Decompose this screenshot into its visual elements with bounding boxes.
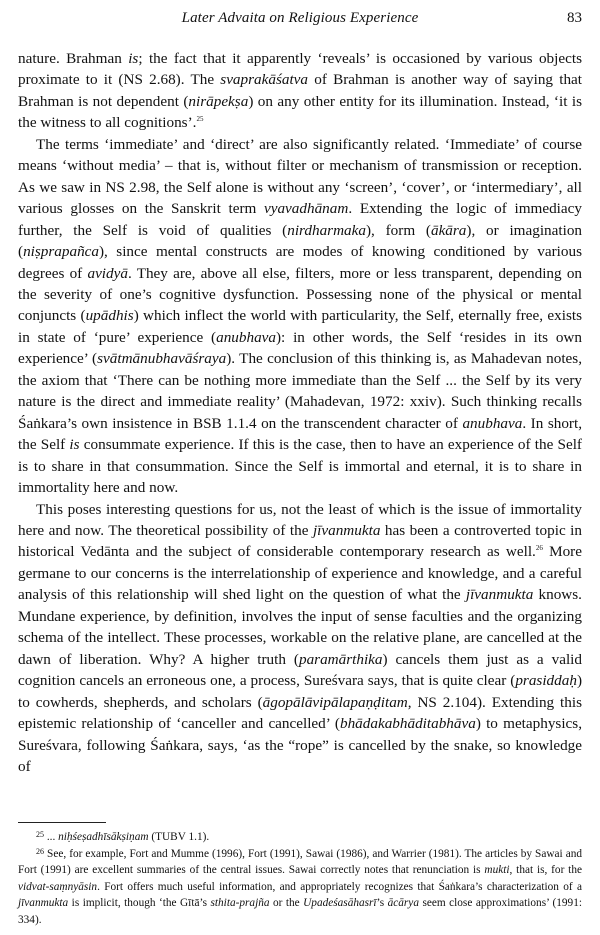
footnote-ref: 25	[196, 115, 204, 124]
text-run: , that is, for the	[509, 864, 582, 876]
italic-term: is	[69, 436, 80, 454]
italic-term: nirāpekṣa	[188, 92, 249, 110]
text-run: See, for example, Fort and Mumme (1996), Fort (1991), Sawai (1986), and Warrier (1981). The articles by Sawai and Fort (1991) are excellent summaries of the central issues. Sawai correctly notes that renunciation is	[18, 847, 583, 876]
body-text	[18, 48, 582, 777]
text-run: ...	[46, 831, 59, 843]
footnote-text	[47, 831, 209, 843]
italic-term: anubhava	[216, 328, 276, 346]
text-run: ). The conclusion of this thinking is, as Mahadevan notes, the axiom that ‘There can be nothing more immediate than the Self ... the Self by its very nature is the direct and immediate reality’ (Mahadevan, 1972: xxiv). Such thinking recalls Śaṅkara’s own insistence in BSB 1.1.4 on the transcendent character of	[18, 350, 582, 432]
footnote-text	[18, 848, 582, 926]
italic-term: bhādakabhāditabhāva	[339, 715, 476, 733]
text-run: is implicit, though ‘the Gītā’s	[68, 897, 211, 909]
text-run: ): in other words, the Self ‘resides in its own experience’ (	[18, 328, 582, 368]
text-run: has been a controverted topic in historical Vedānta and the subject of considerable contemporary research as well.	[18, 521, 582, 561]
text-run: The terms ‘immediate’ and ‘direct’ are also significantly related. ‘Immediate’ of course means ‘without media’ – that is, without filter or mechanism of transmission or reception. As we saw in NS 2.98, the Self alone is without any ‘screen’, ‘cover’, or ‘intermediary’, all various glosses on the Sanskrit term	[18, 135, 582, 218]
italic-term: is	[128, 50, 139, 67]
text-run: ) to metaphysics, Sureśvara, following Śaṅkara, says, ‘as the “rope” is cancelled by the snake, so knowledge of	[18, 715, 582, 775]
footnote-number: 26	[36, 846, 44, 856]
footnote-number: 25	[36, 830, 44, 839]
text-run: ), form (	[365, 221, 431, 239]
paragraph	[18, 48, 582, 134]
italic-term: paramārthika	[298, 650, 383, 668]
italic-term: Upadeśasāhasrī	[303, 897, 377, 909]
italic-term: avidyā	[87, 264, 128, 282]
italic-term: ācārya	[387, 897, 419, 909]
page-header	[18, 8, 582, 32]
footnote-ref: 26	[535, 544, 543, 553]
text-run: ) cancels them just as a valid cognition cancels an erroneous one, a process, Sureśvara says, that is quite clear (	[18, 650, 582, 690]
text-run: nature. Brahman	[18, 50, 129, 67]
italic-term: upādhis	[85, 307, 134, 325]
text-run: ) on any other entity for its illumination. Instead, ‘it is the witness to all cognitions’.	[18, 92, 582, 132]
italic-term: vyavadhānam	[263, 200, 349, 218]
italic-term: āgopālāvipālapaṇḍitam	[262, 693, 408, 711]
paragraph	[18, 134, 582, 499]
text-run: . In short, the Self	[18, 414, 582, 454]
text-run: ) to cowherds, shepherds, and scholars (	[18, 672, 582, 711]
text-run: knows. Mundane experience, by definition, involves the input of sense faculties and the organizing schema of the intellect. These processes, workable on the relative plane, are cancelled at the dawn of liberation. Why? A higher truth (	[18, 586, 582, 668]
footnote-rule	[18, 822, 106, 823]
text-run: consummate experience. If this is the case, then to have an experience of the Self is to share in that consummation. Since the Self is immortal and eternal, it is to share in immortality here and now.	[18, 436, 582, 497]
text-run: seem close approximations’ (1991: 334).	[18, 897, 582, 926]
italic-term: ākāra	[430, 221, 467, 239]
text-run: or the	[269, 897, 304, 909]
paragraph	[18, 499, 582, 778]
italic-term: jīvanmukta	[18, 897, 69, 909]
text-run: . Extending the logic of immediacy further, the Self is void of qualities (	[18, 200, 582, 239]
italic-term: svātmānubhavāśraya	[97, 350, 227, 368]
italic-term: jīvanmukta	[312, 521, 381, 539]
italic-term: sthita-prajña	[210, 897, 270, 909]
text-run: of Brahman is another way of saying that Brahman is not dependent (	[18, 71, 583, 110]
italic-term: niṣprapañca	[23, 243, 99, 261]
text-run: . Fort offers much useful information, and appropriately recognizes that Śaṅkara’s characterization of a	[97, 880, 582, 893]
italic-term: anubhava	[462, 414, 523, 432]
italic-term: svaprakāśatva	[220, 71, 309, 89]
footnote	[18, 829, 582, 846]
footnote	[18, 846, 582, 929]
text-run: ; the fact that it apparently ‘reveals’ is occasioned by various objects proximate to it (NS 2.68). The	[18, 50, 582, 89]
page-number: 83	[567, 10, 582, 26]
italic-term: mukti	[484, 864, 510, 876]
text-run: More germane to our concerns is the interrelationship of experience and knowledge, and a careful analysis of this relationship will shed light on the question of what the	[18, 543, 582, 604]
text-run: ’s	[376, 897, 388, 909]
text-run: This poses interesting questions for us, not the least of which is the issue of immortality here and now. The theoretical possibility of the	[18, 500, 582, 539]
italic-term: vidvat-saṃnyāsin	[18, 880, 98, 893]
text-run: ), since mental constructs are modes of knowing conditioned by various degrees of	[18, 243, 582, 282]
italic-term: niḥśeṣadhīsākṣiṇam	[58, 831, 149, 843]
text-run: ) which inflect the world with particularity, the Self, eternally free, exists in state of ‘pure’ experience (	[18, 307, 582, 346]
text-run: , NS 2.104). Extending this epistemic relationship of ‘canceller and cancelled’ (	[18, 693, 582, 733]
italic-term: nirdharmaka	[287, 221, 366, 239]
footnotes	[18, 829, 582, 928]
text-run: (TUBV 1.1).	[148, 831, 210, 843]
text-run: ), or imagination (	[18, 221, 583, 261]
italic-term: jīvanmukta	[465, 586, 534, 604]
italic-term: prasiddaḥ	[515, 672, 577, 690]
text-run: . They are, above all else, filters, more or less transparent, depending on the severity of one’s cognitive dysfunction. Possessing none of the physical or mental conjuncts (	[18, 264, 583, 325]
running-head: Later Advaita on Religious Experience	[181, 10, 419, 26]
